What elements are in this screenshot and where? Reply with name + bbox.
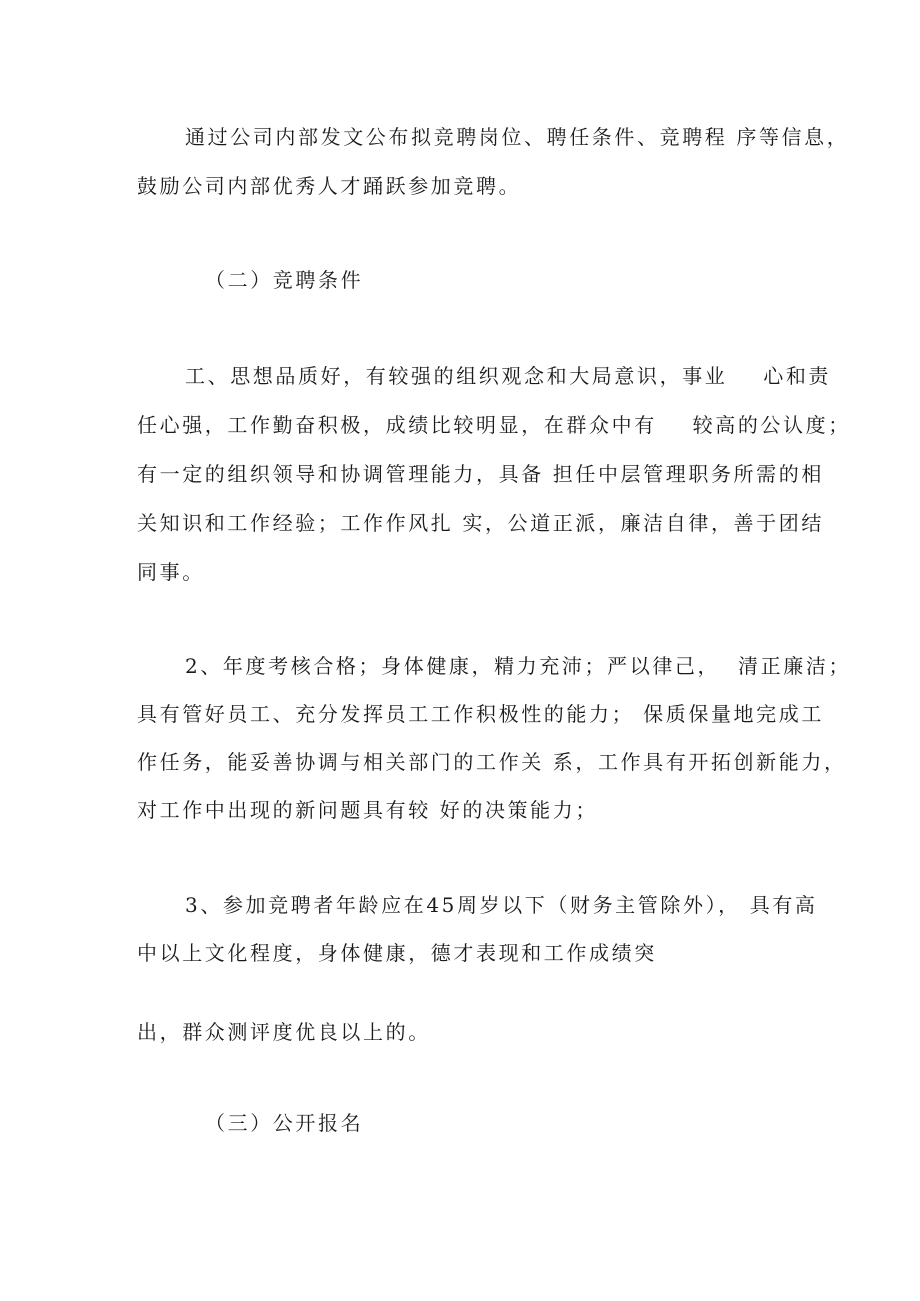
text-line: 任心强，工作勤奋积极，成绩比较明显，在群众中有 较高的公认度； xyxy=(137,413,851,437)
section-heading-2: （二）竞聘条件 xyxy=(205,268,364,292)
text-line: 作任务，能妥善协调与相关部门的工作关 系，工作具有开拓创新能力， xyxy=(137,750,847,774)
text-line: 具有管好员工、充分发挥员工工作积极性的能力； 保质保量地完成工 xyxy=(137,702,824,726)
text-line: 中以上文化程度，身体健康，德才表现和工作成绩突 xyxy=(137,941,657,965)
text-line: 通过公司内部发文公布拟竞聘岗位、聘任条件、竞聘程 序等信息， xyxy=(185,125,850,149)
text-line: 对工作中出现的新问题具有较 好的决策能力； xyxy=(137,798,598,822)
text-line: 2、年度考核合格；身体健康，精力充沛；严以律己， 清正廉洁； xyxy=(185,654,852,678)
text-line: 有一定的组织领导和协调管理能力，具备 担任中层管理职务所需的相 xyxy=(137,462,824,486)
text-line: 同事。 xyxy=(137,560,205,584)
text-line: 出，群众测评度优良以上的。 xyxy=(137,1020,431,1044)
text-line: 鼓励公司内部优秀人才踊跃参加竞聘。 xyxy=(137,174,522,198)
section-heading-3: （三）公开报名 xyxy=(205,1111,364,1135)
text-line: 工、思想品质好，有较强的组织观念和大局意识，事业 心和责 xyxy=(185,364,832,388)
text-line: 3、参加竞聘者年龄应在45周岁以下（财务主管除外）， 具有高 xyxy=(185,893,818,917)
text-line: 关知识和工作经验；工作作风扎 实，公道正派，廉洁自律，善于团结 xyxy=(137,511,824,535)
